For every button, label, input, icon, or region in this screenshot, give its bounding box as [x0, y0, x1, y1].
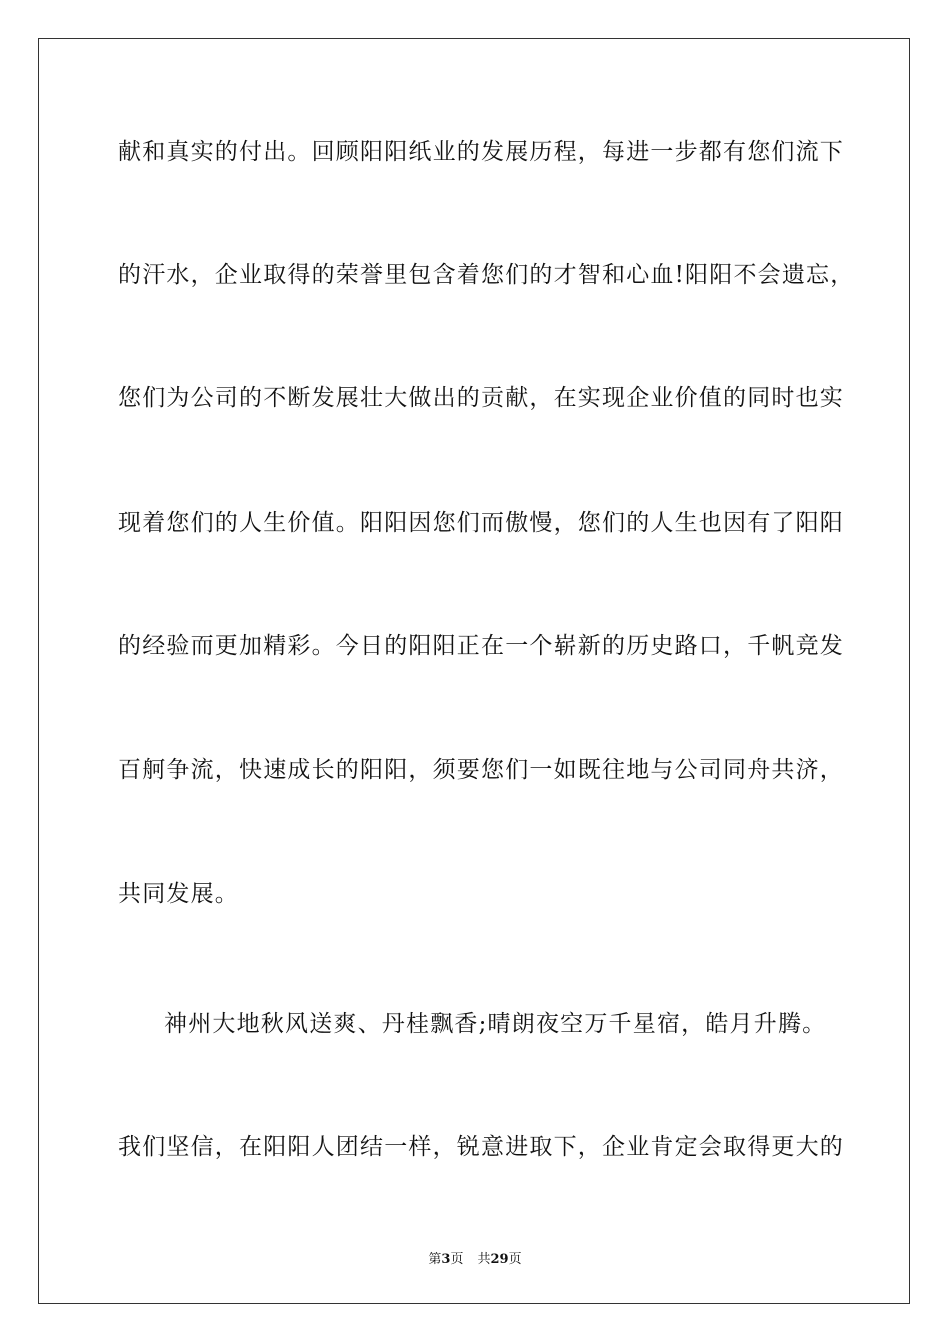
- text-line-5: 的经验而更加精彩。今日的阳阳正在一个崭新的历史路口，千帆竞发: [118, 633, 844, 659]
- text-line-1: 献和真实的付出。回顾阳阳纸业的发展历程，每进一步都有您们流下: [118, 139, 844, 165]
- text-line-4: 现着您们的人生价值。阳阳因您们而傲慢，您们的人生也因有了阳阳: [118, 510, 844, 536]
- text-line-3: 您们为公司的不断发展壮大做出的贡献，在实现企业价值的同时也实: [118, 385, 844, 411]
- text-line-6: 百舸争流，快速成长的阳阳，须要您们一如既往地与公司同舟共济，: [118, 757, 844, 783]
- text-line-2: 的汗水，企业取得的荣誉里包含着您们的才智和心血!阳阳不会遗忘，: [118, 262, 855, 288]
- footer-page-prefix: 第: [428, 1252, 442, 1267]
- text-line-9: 我们坚信，在阳阳人团结一样，锐意进取下，企业肯定会取得更大的: [118, 1134, 844, 1160]
- footer-total-prefix: 共: [477, 1252, 491, 1267]
- page-footer: [0, 1248, 950, 1267]
- footer-page-current: 3: [441, 1252, 451, 1267]
- footer-page-total: 29: [490, 1252, 509, 1267]
- footer-page-suffix: 页: [450, 1252, 464, 1267]
- text-line-8-paragraph-start: 神州大地秋风送爽、丹桂飘香;晴朗夜空万千星宿，皓月升腾。: [164, 1011, 827, 1037]
- footer-total-suffix: 页: [508, 1252, 522, 1267]
- text-line-7: 共同发展。: [118, 881, 239, 907]
- page-frame: [38, 38, 910, 1304]
